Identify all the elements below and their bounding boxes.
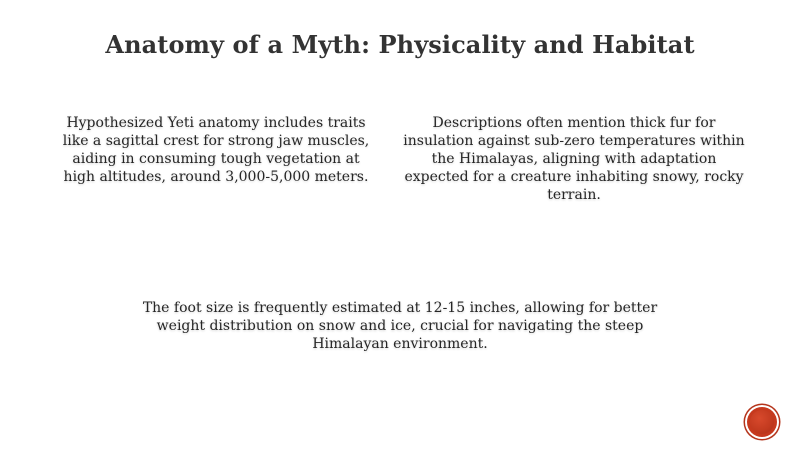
paragraph-anatomy: Hypothesized Yeti anatomy includes traits like a sagittal crest for strong jaw muscles, aiding in consuming tough vegetation at high altitudes, around 3,000-5,000 meters.: [62, 115, 370, 185]
slide-title: Anatomy of a Myth: Physicality and Habitat: [105, 30, 695, 59]
next-slide-button[interactable]: [747, 407, 777, 437]
paragraph-fur-insulation: Descriptions often mention thick fur for insulation against sub-zero temperatures within the Himalayas, aligning with adaptation expected for a creature inhabiting snowy, rocky terrain.: [403, 115, 745, 203]
paragraph-foot-size: The foot size is frequently estimated at 12-15 inches, allowing for better weight distribution on snow and ice, crucial for navigating the steep Himalayan environment.: [142, 300, 658, 352]
